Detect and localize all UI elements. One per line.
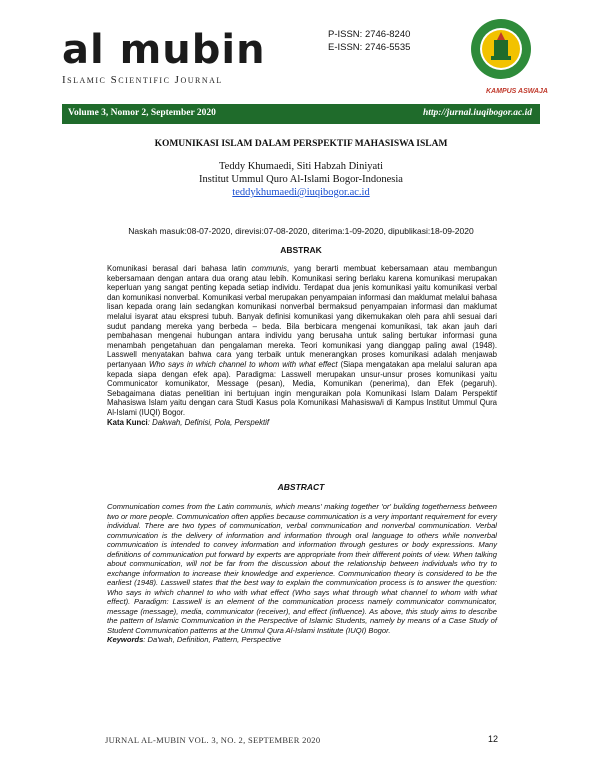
- abstract-body: [107, 502, 497, 645]
- author-block: [62, 160, 540, 199]
- kata-kunci-label: Kata Kunci: [107, 417, 148, 427]
- abstrak-quote: Who says in which channel to whom with what effect: [148, 359, 338, 369]
- page-number: 12: [488, 734, 499, 744]
- abstrak-term: communis: [251, 264, 287, 273]
- campus-motto: KAMPUS ASWAJA: [486, 88, 548, 95]
- volume-bar: [62, 104, 540, 124]
- author-affiliation: Institut Ummul Quro Al-Islami Bogor-Indonesia: [199, 174, 403, 185]
- abstract-text: Communication comes from the Latin communis, which means' making together 'or' building togetherness between two or more people. Communication often applies because communication is a very important requirement for every individual. There are two types of communication, verbal communication and nonverbal communication. Verbal communication is the delivery of information and information through oral language to others while nonverbal communication is intended to convey information and information through gestures or body expressions. Many definitions of communication put forward by experts are appropriate from their different points of view. When talking about communication, will not be far from the discussion about the relationship between individuals who try to exchange information to increase their knowledge and experience. Communication theory is considered to be the earliest (1948). Lasswell states that the best way to explain the communication process is to answer the question: Who says in which channel to who with what effect (Who says what through what channel to whom with what effect). Paradigm: Lasswell is an element of the communication process namely communicator communicator, message (message), media, communicator (receiver), and effect (influence). As above, this study aims to describe the pattern of Islamic Communication in the Perspective of Islamic Students, namely by means of a Case Study of Student Communication patterns at the Ummul Qura Al-Islami Institute (IUQI) Bogor.: [107, 502, 497, 635]
- journal-logo: [62, 27, 266, 86]
- kata-kunci-text: : Dakwah, Definisi, Pola, Perspektif: [147, 417, 270, 427]
- keywords-label: Keywords: [107, 635, 144, 644]
- logo-subtitle: Islamic Scientific Journal: [62, 74, 223, 86]
- kata-kunci: [107, 418, 497, 428]
- keywords-text: : Da'wah, Definition, Pattern, Perspective: [143, 635, 282, 644]
- abstract-heading: ABSTRACT: [277, 482, 325, 492]
- abstrak-body: [107, 264, 497, 427]
- volume-info: Volume 3, Nomor 2, September 2020: [68, 108, 216, 118]
- abstrak-heading: ABSTRAK: [280, 245, 322, 255]
- submission-dates: Naskah masuk:08-07-2020, direvisi:07-08-2020, diterima:1-09-2020, dipublikasi:18-09-2020: [128, 226, 474, 236]
- abstrak-text-1: Komunikasi berasal dari bahasa latin: [107, 264, 252, 273]
- author-names: Teddy Khumaedi, Siti Habzah Diniyati: [218, 161, 384, 172]
- journal-url-link[interactable]: http://jurnal.iuqibogor.ac.id: [422, 108, 532, 118]
- eissn: E-ISSN: 2746-5535: [328, 42, 411, 53]
- logo-wordmark: al mubin: [62, 27, 266, 73]
- author-email-link[interactable]: teddykhumaedi@iuqibogor.ac.id: [232, 187, 370, 198]
- footer-journal: JURNAL AL-MUBIN VOL. 3, NO. 2, SEPTEMBER 2020: [105, 735, 321, 745]
- institution-seal-icon: [470, 18, 532, 80]
- abstrak-text-3: (Siapa mengatakan apa melalui saluran apa kepada siapa dengan efek apa). Paradigma: Lasswell merupakan unsur-unsur proses komunikasi yaitu Communicator komunikator, Message (pesan), Media, Komunikan (penerima), dan Efek (pegaruh). Sebagaimana diatas penelitian ini bertujuan ingin menguraikan pola Komunikasi Islam Dalam Perspektif Mahasiswa Islam yaitu dengan cara Studi Kasus pola Komunikasi Mahasiswa/i di Kampus Institut Ummul Qura Al-Islami (IUQI) Bogor.: [107, 359, 497, 417]
- keywords: [107, 635, 497, 645]
- article-title: KOMUNIKASI ISLAM DALAM PERSPEKTIF MAHASISWA ISLAM: [154, 139, 448, 149]
- abstrak-text-2: , yang berarti membuat kebersamaan atau membangun kebersamaan dengan antara dua orang atau lebih. Komunikasi sering berlaku karena komunikasi merupakan keperluan yang sangat penting kepada setiap individu. Terdapat dua jenis komunikasi yaitu komunikasi verbal dan komunikasi nonverbal. Komunikasi verbal merupakan penyampaian informasi dan maklumat melalui bahasa lisan kepada orang lain sedangkan komunikasi nonverbal bermaksud penyampaian informasi dan maklumat melalui isyarat atau ekspresi tubuh. Banyak definisi komunikasi yang dikemukakan oleh para ahli sesuai dari sudut pandang mereka yang berbeda – beda. Bila berbicara mengenai komunikasi, tak akan jauh dari pembahasan mengenai hubungan antara individu yang berusaha untuk saling bertukar informasi guna menambah pengetahuan dan pengalaman mereka. Teori komunikasi yang dianggap paling awal (1948). Lasswell menyatakan bahwa cara yang terbaik untuk menerangkan proses komunikasi adalah menjawab pertanyaan: [107, 264, 498, 369]
- issn-block: [328, 28, 410, 54]
- pissn: P-ISSN: 2746-8240: [328, 29, 411, 40]
